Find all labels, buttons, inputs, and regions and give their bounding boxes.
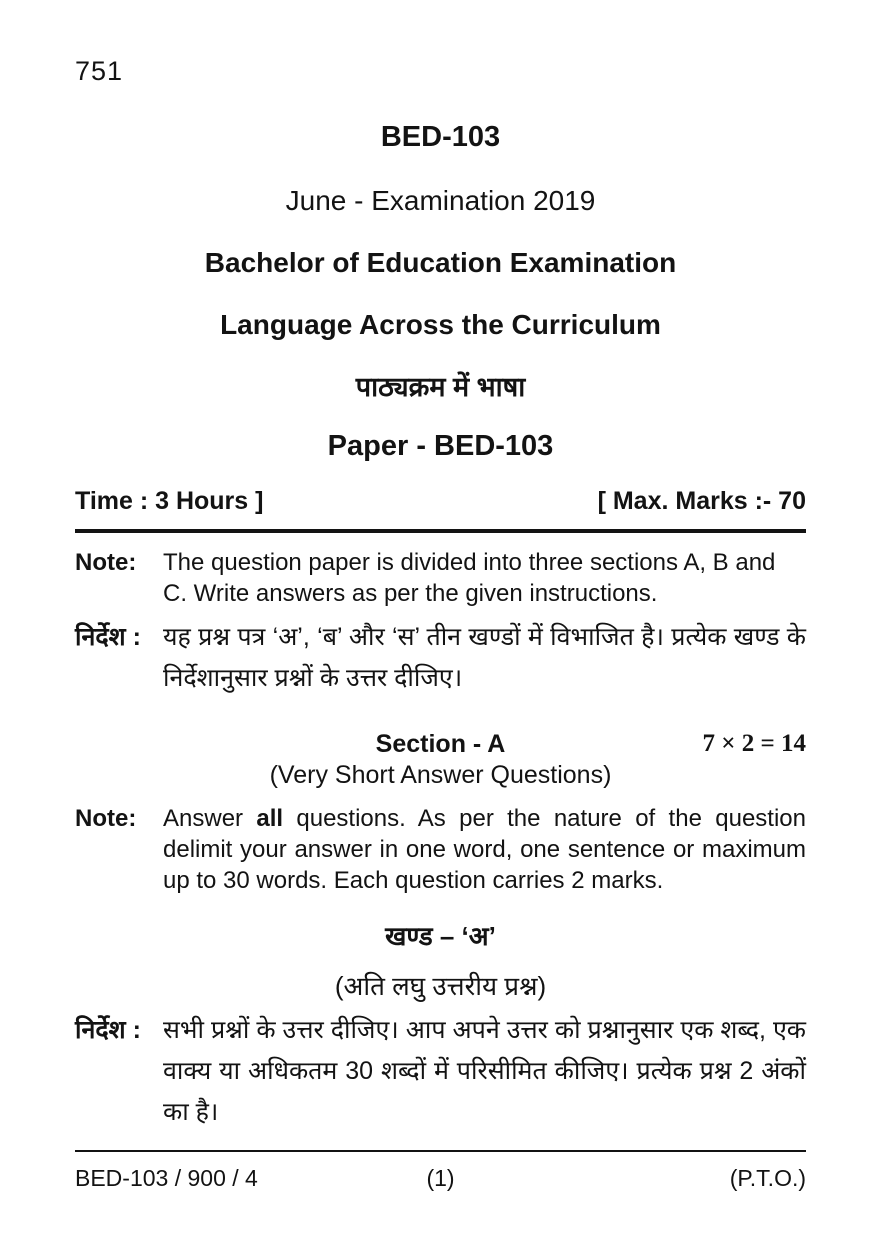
exam-name: Bachelor of Education Examination <box>204 247 677 278</box>
nirdesh-text: यह प्रश्न पत्र ‘अ’, ‘ब’ और ‘स’ तीन खण्डों में विभाजित है। प्रत्येक खण्ड के निर्देशानुसार प्रश्नों के उत्तर दीजिए। <box>163 623 806 692</box>
max-marks: [ Max. Marks :- 70 <box>597 487 806 515</box>
time-allowed: Time : 3 Hours ] <box>75 487 264 515</box>
section-a-note-english <box>75 803 806 896</box>
section-a-subtitle-english: (Very Short Answer Questions) <box>269 761 612 789</box>
page-footer <box>75 1150 806 1192</box>
footer-page-number: (1) <box>426 1165 455 1191</box>
nirdesh-text: सभी प्रश्नों के उत्तर दीजिए। आप अपने उत्तर को प्रश्नानुसार एक शब्द, एक वाक्य या अधिकतम 30 शब्दों में परिसीमित कीजिए। प्रत्येक प्रश्न 2 अंकों का है। <box>163 1016 806 1126</box>
note-text: The question paper is divided into three sections A, B and C. Write answers as per the given instructions. <box>163 549 776 607</box>
section-a-heading <box>75 729 806 759</box>
nirdesh-label: निर्देश : <box>75 623 141 651</box>
note-text: Answer all questions. As per the nature of the question delimit your answer in one word, one sentence or maximum up to 30 words. Each question carries 2 marks. <box>163 805 806 894</box>
section-a-title-hindi: खण्ड – ‘अ’ <box>385 921 496 951</box>
nirdesh-label: निर्देश : <box>75 1016 141 1044</box>
subject-title-hindi: पाठ्यक्रम में भाषा <box>355 372 526 402</box>
subject-title-english: Language Across the Curriculum <box>220 309 661 340</box>
exam-session: June - Examination 2019 <box>285 185 596 216</box>
time-marks-row <box>75 487 806 533</box>
note-label: Note: <box>75 805 137 832</box>
general-note-hindi <box>75 617 806 699</box>
section-a-marks-formula: 7 × 2 = 14 <box>702 730 806 757</box>
section-a-note-hindi <box>75 1010 806 1133</box>
footer-paper-code: BED-103 / 900 / 4 <box>75 1165 258 1191</box>
section-a-subtitle-hindi: (अति लघु उत्तरीय प्रश्न) <box>334 971 547 1001</box>
note-bold-word: all <box>256 805 284 832</box>
paper-code-title: BED-103 <box>380 121 501 153</box>
note-label: Note: <box>75 549 137 576</box>
general-note-english <box>75 547 806 609</box>
paper-serial-number: 751 <box>75 56 124 86</box>
paper-label: Paper - BED-103 <box>327 430 554 462</box>
section-a-title: Section - A <box>375 730 506 758</box>
footer-pto: (P.T.O.) <box>729 1165 807 1191</box>
